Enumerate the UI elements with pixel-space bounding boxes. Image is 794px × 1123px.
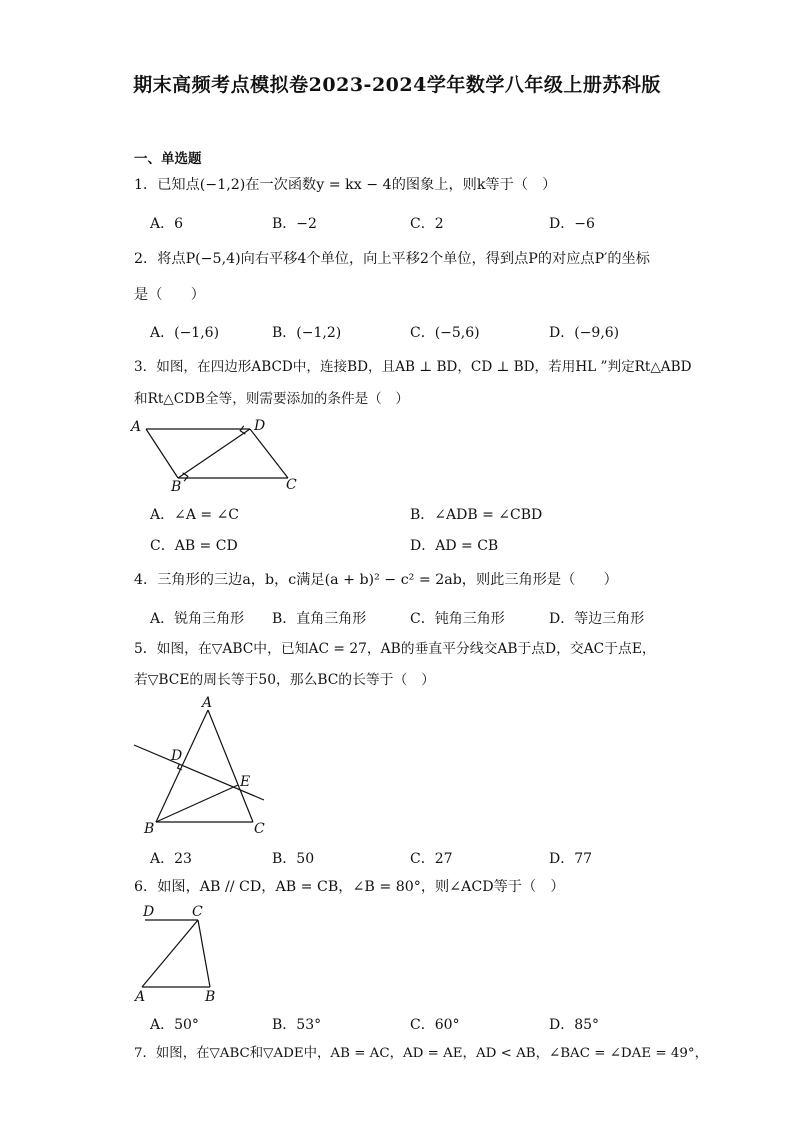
question-3-text-line2: 和Rt△CDB全等，则需要添加的条件是（ ） xyxy=(134,391,409,407)
question-4-text: 4．三角形的三边a，b，c满足(a + b)² − c² = 2ab，则此三角形是（ ） xyxy=(134,572,618,588)
question-1-text: 1．已知点(−1,2)在一次函数y = kx − 4的图象上，则k等于（ ） xyxy=(134,177,557,193)
q2-option-b[interactable]: B．(−1,2) xyxy=(272,325,342,341)
segment-dc xyxy=(250,429,288,478)
label-c: C xyxy=(254,821,265,837)
q3-option-d[interactable]: D．AD = CB xyxy=(410,538,499,554)
q5-option-d[interactable]: D．77 xyxy=(549,851,593,867)
label-d: D xyxy=(254,418,266,434)
label-e: E xyxy=(240,774,251,790)
label-b: B xyxy=(171,479,182,494)
q3-option-b[interactable]: B．∠ADB = ∠CBD xyxy=(410,507,543,523)
q6-option-c[interactable]: C．60° xyxy=(410,1017,460,1033)
perpendicular-bisector-line xyxy=(134,745,264,800)
question-5-text-line2: 若▽BCE的周长等于50，那么BC的长等于（ ） xyxy=(134,672,435,688)
q5-option-a[interactable]: A．23 xyxy=(150,851,192,867)
segment-bd xyxy=(178,429,250,478)
q1-option-a[interactable]: A．6 xyxy=(150,216,184,232)
q6-option-b[interactable]: B．53° xyxy=(272,1017,322,1033)
question-6-text: 6．如图，AB // CD，AB = CB，∠B = 80°，则∠ACD等于（ ） xyxy=(134,879,565,895)
segment-ac xyxy=(208,710,253,822)
label-c: C xyxy=(286,477,297,493)
triangle-abc-parallel-figure xyxy=(128,900,238,1008)
segment-be xyxy=(156,785,238,822)
segment-ca xyxy=(142,920,198,987)
label-b: B xyxy=(205,989,216,1005)
question-7-text: 7．如图，在▽ABC和▽ADE中，AB = AC，AD = AE，AD < AB，∠BAC = ∠DAE = 49°， xyxy=(134,1046,708,1061)
q2-option-a[interactable]: A．(−1,6) xyxy=(150,325,220,341)
q5-option-c[interactable]: C．27 xyxy=(410,851,453,867)
section-heading: 一、单选题 xyxy=(134,151,202,167)
label-d: D xyxy=(143,904,155,920)
q2-option-c[interactable]: C．(−5,6) xyxy=(410,325,480,341)
page-title: 期末高频考点模拟卷2023-2024学年数学八年级上册苏科版 xyxy=(133,74,661,96)
q5-option-b[interactable]: B．50 xyxy=(272,851,315,867)
q6-option-d[interactable]: D．85° xyxy=(549,1017,600,1033)
q3-option-c[interactable]: C．AB = CD xyxy=(150,538,238,554)
q6-option-a[interactable]: A．50° xyxy=(150,1017,199,1033)
q2-option-d[interactable]: D．(−9,6) xyxy=(549,325,620,341)
segment-ab xyxy=(156,710,208,822)
triangle-abc-bisector-figure xyxy=(128,694,278,844)
segment-cb xyxy=(198,920,210,987)
question-2-text-line2: 是（ ） xyxy=(134,287,205,303)
q4-option-c[interactable]: C．钝角三角形 xyxy=(410,611,505,627)
q4-option-a[interactable]: A．锐角三角形 xyxy=(150,611,245,627)
segment-ab xyxy=(146,429,178,478)
question-2-text-line1: 2．将点P(−5,4)向右平移4个单位，向上平移2个单位，得到点P的对应点P′的坐标 xyxy=(134,251,650,267)
label-a: A xyxy=(202,695,213,711)
question-5-text-line1: 5．如图，在▽ABC中，已知AC = 27，AB的垂直平分线交AB于点D，交AC于点E， xyxy=(134,641,656,657)
q1-option-d[interactable]: D．−6 xyxy=(549,216,595,232)
question-3-text-line1: 3．如图，在四边形ABCD中，连接BD，且AB ⊥ BD，CD ⊥ BD，若用HL ”判定Rt△ABD xyxy=(134,359,692,375)
q4-option-b[interactable]: B．直角三角形 xyxy=(272,611,367,627)
q1-option-b[interactable]: B．−2 xyxy=(272,216,317,232)
q4-option-d[interactable]: D．等边三角形 xyxy=(549,611,645,627)
q1-option-c[interactable]: C．2 xyxy=(410,216,444,232)
label-b: B xyxy=(144,821,155,837)
quadrilateral-abcd-figure xyxy=(128,414,308,494)
label-c: C xyxy=(192,904,203,920)
q3-option-a[interactable]: A．∠A = ∠C xyxy=(150,507,240,523)
label-a: A xyxy=(135,989,146,1005)
label-a: A xyxy=(131,419,142,435)
label-d: D xyxy=(171,748,183,764)
